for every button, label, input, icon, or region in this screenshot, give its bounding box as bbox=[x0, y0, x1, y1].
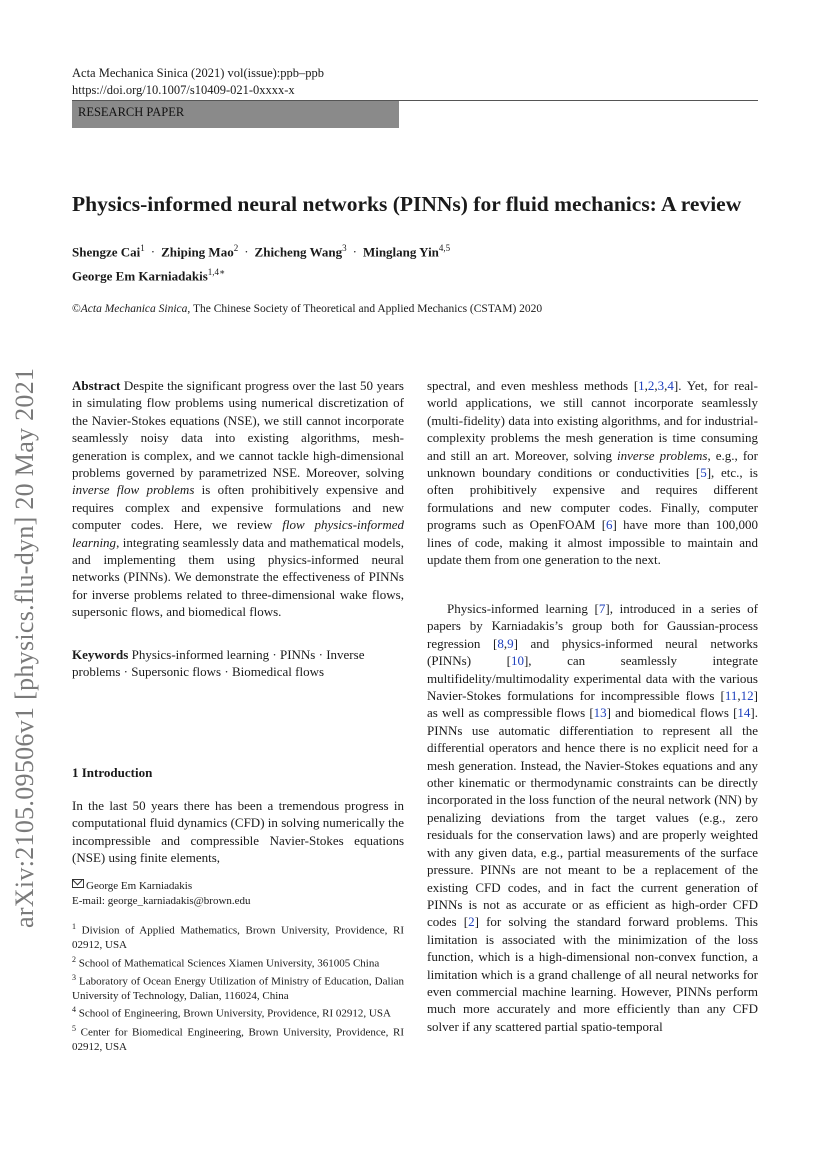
author-name: Zhicheng Wang bbox=[254, 244, 343, 260]
body-text: ]. Yet, for real-world applications, we still cannot incorporate seamlessly (multi-fidelity) data into existing algorithms, and for industrial-complexity problems the mesh generation is time consuming and still an art. Moreover, solving bbox=[427, 378, 758, 463]
body-text: ], introduced in a series of papers by Karniadakis’s group both for Gaussian-process regression [ bbox=[427, 601, 758, 651]
author-affiliation: 2 bbox=[233, 243, 239, 253]
body-emphasis: inverse problems bbox=[617, 447, 708, 463]
doi-link[interactable]: https://doi.org/10.1007/s10409-021-0xxxx-x bbox=[72, 83, 295, 97]
affiliation-number: 5 bbox=[72, 1023, 76, 1033]
citation-link[interactable]: 11 bbox=[724, 688, 738, 704]
author-name: Shengze Cai bbox=[72, 244, 141, 260]
author-separator: · bbox=[244, 244, 249, 260]
abstract-text: Despite the significant progress over the last 50 years in simulating flow problems using numerical discretization of the Navier-Stokes equations (NSE), we still cannot incorporate seamlessly noisy data into existing algorithms, mesh-generation is complex, and we cannot tackle high-dimensional problems governed by parametrized NSE. Moreover, solving bbox=[72, 378, 404, 481]
citation-link[interactable]: 8 bbox=[497, 635, 504, 651]
body-text: , e.g., for unknown boundary conditions or conductivities [ bbox=[427, 447, 758, 481]
corresponding-email[interactable]: E-mail: george_karniadakis@brown.edu bbox=[72, 894, 251, 907]
author-affiliation: 3 bbox=[342, 243, 347, 253]
author-name: Zhiping Mao bbox=[161, 244, 234, 260]
affiliation-number: 4 bbox=[72, 1005, 76, 1015]
citation-link[interactable]: 4 bbox=[667, 378, 674, 393]
citation-link[interactable]: 2 bbox=[468, 914, 475, 930]
affiliation-text: Center for Biomedical Engineering, Brown University, Providence, RI 02912, USA bbox=[72, 1026, 404, 1053]
corresponding-author bbox=[72, 879, 404, 908]
body-text: ], can seamlessly integrate multifidelity/multimodality experimental data with the various Navier-Stokes formulations for incompressible flows [ bbox=[427, 653, 758, 704]
affiliations bbox=[72, 920, 404, 1054]
section-heading: 1 Introduction bbox=[72, 765, 153, 780]
paper-title: Physics-informed neural networks (PINNs) for fluid mechanics: A review bbox=[72, 192, 742, 216]
citation-link[interactable]: 7 bbox=[598, 601, 606, 616]
body-text: ] for solving the standard forward problems. This limitation is associated with the minimization of the loss function, which is a high-dimensional non-convex function, a limitation which is a grand challenge of all neural networks for even commercial machine learning. However, PINNs perform much more accurately and more efficiently than any CFD solver if any scattered partial spatio-temporal bbox=[427, 914, 758, 1034]
copyright-line bbox=[72, 303, 542, 315]
intro-paragraph bbox=[72, 797, 404, 867]
body-text: ] and biomedical flows [ bbox=[606, 705, 738, 721]
author-name: Minglang Yin bbox=[362, 244, 439, 260]
affiliation-text: Division of Applied Mathematics, Brown University, Providence, RI 02912, USA bbox=[72, 924, 405, 952]
corresponding-name: George Em Karniadakis bbox=[86, 880, 193, 892]
abstract-label: Abstract bbox=[72, 378, 121, 393]
copyright-journal: Acta Mechanica Sinica bbox=[80, 303, 188, 315]
author-separator: · bbox=[352, 244, 357, 260]
paper-type-label: RESEARCH PAPER bbox=[78, 105, 185, 119]
affiliation-number: 2 bbox=[72, 954, 76, 964]
affiliation-text: Laboratory of Ocean Energy Utilization of Ministry of Education, Dalian University of Technology, Dalian, 116024, China bbox=[72, 975, 405, 1002]
arxiv-identifier: arXiv:2105.09506v1 [physics.flu-dyn] 20 May 2021 bbox=[10, 367, 39, 928]
body-text: ]. PINNs use automatic differentiation to represent all the differential operators and hence there is no explicit need for a mesh generation. Instead, the Navier-Stokes equations and any other kinematic or thermodynamic constraints can be directly incorporated in the loss function of the neural network (NN) by penalizing deviations from the target values (e.g., zero residuals for the conservation laws) and are properly weighted with any given data, e.g., partial measurements of the surface pressure. PINNs are not meant to be a replacement of the existing CFD codes, and in fact the current generation of PINNs is not as accurate or as efficient as high-order CFD codes [ bbox=[427, 705, 758, 930]
affiliation-item bbox=[72, 953, 404, 971]
affiliation-text: School of Mathematical Sciences Xiamen University, 361005 China bbox=[78, 957, 380, 970]
abstract bbox=[72, 377, 404, 621]
author-affiliation: 4,5 bbox=[438, 243, 451, 253]
citation-link[interactable]: 9 bbox=[507, 635, 514, 651]
citation-link[interactable]: 5 bbox=[700, 465, 707, 481]
citation-link[interactable]: 6 bbox=[606, 517, 613, 533]
author-separator: · bbox=[150, 244, 156, 260]
affiliation-number: 1 bbox=[72, 922, 76, 931]
abstract-text: is often prohibitively expensive and requires complex and expensive formulations and new computer codes. Here, we review bbox=[72, 482, 404, 533]
right-paragraph-1: spectral, and even meshless methods [1,2,3,4]. Yet, for real-world applications, we still cannot incorporate seamlessly (multi-fidelity) data into existing algorithms, and for industrial-complexity problems the mesh generation is time consuming and still an art. Moreover, solving inverse problems, e.g., for unknown boundary conditions or conductivities [5], etc., is often prohibitively expensive and requires different formulations and new computer codes. Finally, computer programs such as OpenFOAM [6] have more than 100,000 lines of code, making it almost impossible to maintain and update them from one generation to the next. bbox=[427, 378, 758, 568]
body-text: ] and physics-informed neural networks (PINNs) [ bbox=[427, 635, 758, 669]
author-affiliation: 1 bbox=[140, 243, 145, 253]
body-text: ], etc., is often prohibitively expensive and requires different formulations and new computer codes. Finally, computer programs such as OpenFOAM [ bbox=[427, 465, 758, 533]
author-name: George Em Karniadakis bbox=[72, 268, 208, 284]
journal-citation: Acta Mechanica Sinica (2021) vol(issue):ppb–ppb bbox=[72, 66, 325, 80]
affiliation-item bbox=[72, 1003, 404, 1021]
envelope-icon bbox=[72, 879, 84, 888]
body-text: spectral, and even meshless methods [ bbox=[427, 378, 639, 393]
keywords bbox=[72, 646, 404, 681]
affiliation-item bbox=[72, 1022, 404, 1055]
right-paragraph-2: Physics-informed learning [7], introduced in a series of papers by Karniadakis’s group both for Gaussian-process regression [8,9] and physics-informed neural networks (PINNs) [10], can seamlessly integrate multifidelity/multimodality experimental data with the various Navier-Stokes formulations for incompressible flows [11,12] as well as compressible flows [13] and biomedical flows [14]. PINNs use automatic differentiation to represent all the differential operators and hence there is no explicit need for a mesh generation. Instead, the Navier-Stokes equations and any other kinematic or thermodynamic constraints can be directly incorporated in the loss function of the neural network (NN) by penalizing deviations from the target values (e.g., zero residuals for the conservation laws) and are properly weighted with any given data, e.g., partial measurements of the surface pressure. PINNs are not meant to be a replacement of the existing CFD codes, and in fact the current generation of PINNs is not as accurate or as efficient as high-order CFD codes [2] for solving the standard forward problems. This limitation is associated with the minimization of the loss function, which is a high-dimensional non-convex function, a limitation which is a grand challenge of all neural networks for even commercial machine learning. However, PINNs perform much more accurately and more efficiently than any CFD solver if any scattered partial spatio-temporal bbox=[427, 601, 758, 1034]
author-list bbox=[72, 238, 762, 287]
citation-link[interactable]: 1 bbox=[638, 378, 645, 393]
intro-text: In the last 50 years there has been a tremendous progress in computational fluid dynamics (CFD) in solving numerically the incompressible and compressible Navier-Stokes equations (NSE) using finite elements, bbox=[72, 798, 404, 866]
citation-link[interactable]: 12 bbox=[740, 688, 754, 704]
citation-link[interactable]: 10 bbox=[510, 653, 524, 669]
author-affiliation: 1,4∗ bbox=[207, 267, 226, 278]
citation-link[interactable]: 3 bbox=[657, 378, 665, 393]
affiliation-number: 3 bbox=[72, 972, 76, 982]
affiliation-item bbox=[72, 971, 404, 1004]
paper-type-badge bbox=[72, 101, 399, 128]
copyright-symbol: © bbox=[72, 303, 81, 315]
keywords-text: Physics-informed learning · PINNs · Inverse problems · Supersonic flows · Biomedical flows bbox=[72, 647, 365, 680]
abstract-text: , integrating seamlessly data and mathematical models, and implementing them using physics-informed neural networks (PINNs). We demonstrate the effectiveness of PINNs for inverse problems related to three-dimensional wake flows, supersonic flows, and biomedical flows. bbox=[72, 534, 404, 620]
body-text: Physics-informed learning [ bbox=[447, 601, 599, 616]
abstract-emphasis: flow physics-informed learning bbox=[72, 517, 404, 550]
abstract-emphasis: inverse flow problems bbox=[72, 482, 195, 498]
citation-link[interactable]: 14 bbox=[737, 705, 751, 721]
citation-link[interactable]: 2 bbox=[647, 378, 655, 393]
citation-link[interactable]: 13 bbox=[593, 705, 607, 721]
body-text: ] as well as compressible flows [ bbox=[427, 688, 758, 721]
affiliation-text: School of Engineering, Brown University, Providence, RI 02912, USA bbox=[78, 1008, 391, 1021]
affiliation-item bbox=[72, 920, 404, 953]
copyright-text: , The Chinese Society of Theoretical and Applied Mechanics (CSTAM) 2020 bbox=[187, 303, 543, 315]
keywords-label: Keywords bbox=[72, 647, 129, 662]
body-text: ] have more than 100,000 lines of code, making it almost impossible to maintain and update them from one generation to the next. bbox=[427, 517, 758, 568]
